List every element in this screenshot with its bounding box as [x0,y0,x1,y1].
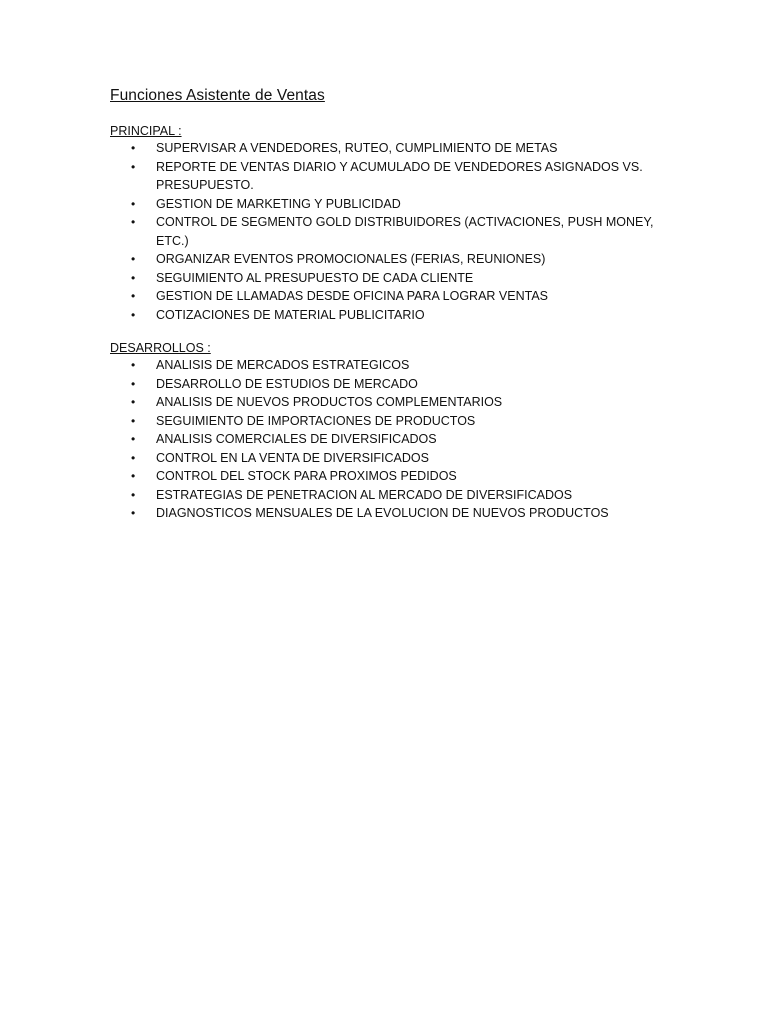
list-item-text: DIAGNOSTICOS MENSUALES DE LA EVOLUCION DE NUEVOS PRODUCTOS [156,506,609,520]
list-item [110,250,670,269]
bullet-icon: • [131,252,136,266]
list-item [110,306,670,325]
list-item [110,430,670,449]
list-item [110,158,670,195]
list-item-text: ANALISIS COMERCIALES DE DIVERSIFICADOS [156,432,437,446]
list-item-text: COTIZACIONES DE MATERIAL PUBLICITARIO [156,307,425,322]
list-item-text: SEGUIMIENTO AL PRESUPUESTO DE CADA CLIENTE [156,270,474,285]
list-item-text: ESTRATEGIAS DE PENETRACION AL MERCADO DE DIVERSIFICADOS [156,487,573,502]
list-item [110,139,670,158]
bullet-icon: • [131,270,136,285]
section-heading-principal: PRINCIPAL : [110,124,182,138]
bullet-icon: • [131,159,136,174]
list-item [110,504,670,523]
section-heading-desarrollos: DESARROLLOS : [110,341,211,355]
list-item-text: CONTROL DEL STOCK PARA PROXIMOS PEDIDOS [156,469,457,483]
bullet-icon: • [131,289,136,303]
list-item-text: GESTION DE LLAMADAS DESDE OFICINA PARA LOGRAR VENTAS [156,289,548,303]
bullet-icon: • [131,307,136,322]
section-principal [110,123,670,324]
list-item [110,269,670,288]
bullet-icon: • [131,413,136,428]
list-item [110,195,670,214]
bullet-icon: • [131,376,136,391]
document-title: Funciones Asistente de Ventas [110,87,325,104]
bullet-icon: • [131,215,136,229]
list-item [110,213,670,250]
list-item-text: DESARROLLO DE ESTUDIOS DE MERCADO [156,376,418,391]
list-item-text: REPORTE DE VENTAS DIARIO Y ACUMULADO DE VENDEDORES ASIGNADOS VS. PRESUPUESTO. [156,159,643,192]
list-item [110,393,670,412]
bullet-icon: • [131,196,136,211]
bullet-icon: • [131,469,136,483]
list-item [110,449,670,468]
list-item [110,467,670,486]
list-item-text: ANALISIS DE NUEVOS PRODUCTOS COMPLEMENTARIOS [156,395,503,409]
list-item [110,375,670,394]
list-item-text: GESTION DE MARKETING Y PUBLICIDAD [156,196,401,211]
list-item-text: CONTROL DE SEGMENTO GOLD DISTRIBUIDORES (ACTIVACIONES, PUSH MONEY, ETC.) [156,215,654,248]
bullet-icon: • [131,141,136,155]
list-item [110,486,670,505]
list-item [110,412,670,431]
bullet-icon: • [131,358,136,372]
bullet-icon: • [131,450,136,465]
list-item-text: CONTROL EN LA VENTA DE DIVERSIFICADOS [156,450,429,465]
principal-list [110,139,670,324]
list-item-text: SEGUIMIENTO DE IMPORTACIONES DE PRODUCTOS [156,413,476,428]
bullet-icon: • [131,432,136,446]
list-item-text: ANALISIS DE MERCADOS ESTRATEGICOS [156,358,410,372]
section-desarrollos [110,340,670,523]
bullet-icon: • [131,395,136,409]
list-item [110,356,670,375]
bullet-icon: • [131,487,136,502]
list-item [110,287,670,306]
bullet-icon: • [131,506,136,520]
list-item-text: ORGANIZAR EVENTOS PROMOCIONALES (FERIAS, REUNIONES) [156,252,546,266]
list-item-text: SUPERVISAR A VENDEDORES, RUTEO, CUMPLIMIENTO DE METAS [156,141,558,155]
desarrollos-list [110,356,670,523]
